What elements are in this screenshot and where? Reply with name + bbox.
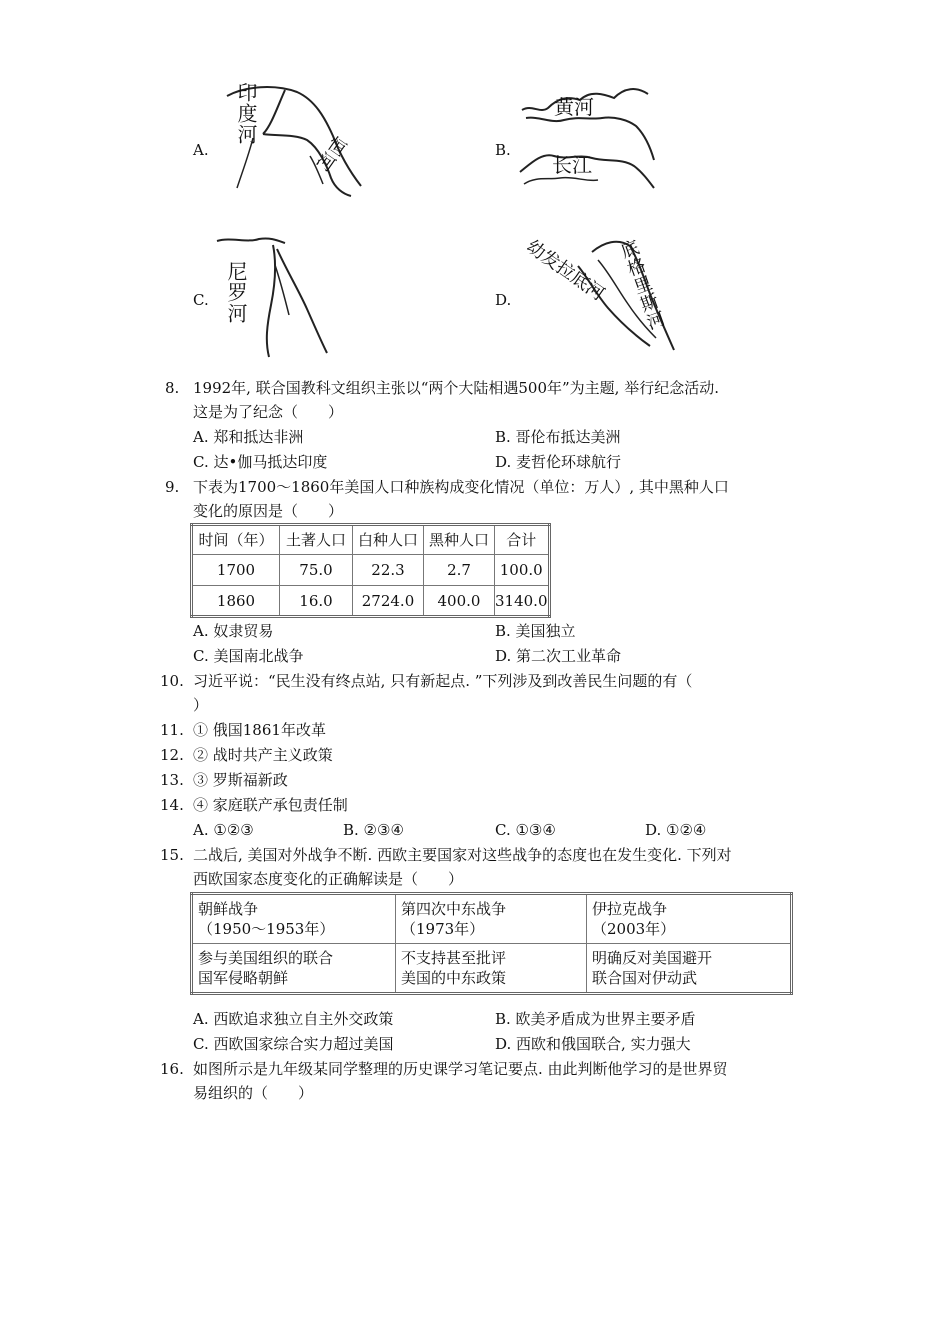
q9-stem-line2: 变化的原因是（ ） [193, 502, 344, 520]
war-name: 朝鲜战争 [198, 900, 259, 918]
table-cell: 2.7 [424, 555, 495, 586]
q15-option-c[interactable]: C. 西欧国家综合实力超过美国 [193, 1035, 394, 1053]
label-yangtze: 长江 [552, 153, 592, 177]
table-cell: 1860 [192, 586, 280, 617]
q10-stem-line1: 习近平说：“民生没有终点站, 只有新起点. ”下列涉及到改善民生问题的有（ [193, 672, 693, 690]
q10-option-b[interactable]: B. ②③④ [343, 821, 404, 839]
map-euphrates-tigris[interactable] [518, 232, 708, 360]
q10-option-d[interactable]: D. ①②④ [645, 821, 707, 839]
table-cell: 400.0 [424, 586, 495, 617]
q8-stem-line1: 1992年, 联合国教科文组织主张以“两个大陆相遇500年”为主题, 举行纪念活动. [193, 379, 719, 397]
q15-stem-line2: 西欧国家态度变化的正确解读是（ ） [193, 870, 464, 888]
attitude-line: 美国的中东政策 [401, 969, 507, 987]
map-yellow-yangtze[interactable] [518, 80, 668, 200]
q8-stem-line2: 这是为了纪念（ ） [193, 403, 344, 421]
table-cell: 22.3 [353, 555, 424, 586]
q16-number: 16. [160, 1060, 184, 1078]
table-cell: 16.0 [280, 586, 353, 617]
war-name: 第四次中东战争 [401, 900, 507, 918]
q10-option-c[interactable]: C. ①③④ [495, 821, 556, 839]
label-tigris: 底格里斯河 [615, 237, 668, 334]
table-row [192, 586, 550, 617]
list-item-number: 11. [160, 721, 184, 739]
table-cell: 75.0 [280, 555, 353, 586]
q15-number: 15. [160, 846, 184, 864]
q9-option-b[interactable]: B. 美国独立 [495, 622, 576, 640]
q16-stem-line2: 易组织的（ ） [193, 1084, 314, 1102]
q15-option-b[interactable]: B. 欧美矛盾成为世界主要矛盾 [495, 1010, 696, 1028]
war-years: （2003年） [592, 920, 676, 938]
q15-stem-line1: 二战后, 美国对外战争不断. 西欧主要国家对这些战争的态度也在发生变化. 下列对 [193, 846, 732, 864]
label-euphrates: 幼发拉底河 [522, 236, 609, 306]
table-cell [192, 894, 396, 944]
q9-number: 9. [165, 478, 180, 496]
label-ganges: 恒河 [310, 131, 350, 175]
q9-option-d[interactable]: D. 第二次工业革命 [495, 647, 622, 665]
table-cell [396, 894, 587, 944]
option-b-letter: B. [495, 141, 511, 159]
q8-option-b[interactable]: B. 哥伦布抵达美洲 [495, 428, 621, 446]
table-header-cell: 土著人口 [280, 525, 353, 555]
population-table [190, 523, 551, 618]
label-nile: 尼罗河 [224, 261, 248, 324]
war-name: 伊拉克战争 [592, 900, 668, 918]
attitude-line: 国军侵略朝鲜 [198, 969, 289, 987]
q9-stem-line1: 下表为1700～1860年美国人口种族构成变化情况（单位：万人）, 其中黑种人口 [193, 478, 729, 496]
map-indus-ganges[interactable] [215, 78, 365, 203]
list-item-number: 12. [160, 746, 184, 764]
table-cell [396, 944, 587, 994]
list-item-number: 13. [160, 771, 184, 789]
label-indus: 印度河 [234, 82, 258, 145]
list-item-number: 14. [160, 796, 184, 814]
q9-option-c[interactable]: C. 美国南北战争 [193, 647, 304, 665]
table-cell [587, 944, 792, 994]
table-header-row [192, 525, 550, 555]
option-d-letter: D. [495, 291, 512, 309]
q9-option-a[interactable]: A. 奴隶贸易 [193, 622, 274, 640]
table-header-cell: 白种人口 [353, 525, 424, 555]
q15-option-a[interactable]: A. 西欧追求独立自主外交政策 [193, 1010, 394, 1028]
list-item: ① 俄国1861年改革 [193, 721, 326, 739]
war-years: （1973年） [401, 920, 485, 938]
table-header-cell: 时间（年） [192, 525, 280, 555]
q15-option-d[interactable]: D. 西欧和俄国联合, 实力强大 [495, 1035, 691, 1053]
attitude-line: 参与美国组织的联合 [198, 949, 334, 967]
table-header-cell: 黑种人口 [424, 525, 495, 555]
q8-option-c[interactable]: C. 达•伽马抵达印度 [193, 453, 328, 471]
wars-table [190, 892, 793, 995]
list-item: ③ 罗斯福新政 [193, 771, 288, 789]
attitude-line: 不支持甚至批评 [401, 949, 507, 967]
label-yellow-river: 黄河 [554, 95, 594, 119]
table-cell [192, 944, 396, 994]
q10-option-a[interactable]: A. ①②③ [193, 821, 254, 839]
q8-option-a[interactable]: A. 郑和抵达非洲 [193, 428, 304, 446]
table-row [192, 555, 550, 586]
q10-number: 10. [160, 672, 184, 690]
option-c-letter: C. [193, 291, 209, 309]
attitude-line: 联合国对伊动武 [592, 969, 698, 987]
table-cell: 3140.0 [495, 586, 550, 617]
q8-option-d[interactable]: D. 麦哲伦环球航行 [495, 453, 622, 471]
attitude-line: 明确反对美国避开 [592, 949, 713, 967]
list-item: ② 战时共产主义政策 [193, 746, 333, 764]
q16-stem-line1: 如图所示是九年级某同学整理的历史课学习笔记要点. 由此判断他学习的是世界贸 [193, 1060, 728, 1078]
table-row [192, 944, 792, 994]
table-cell: 2724.0 [353, 586, 424, 617]
table-cell [587, 894, 792, 944]
table-header-cell: 合计 [495, 525, 550, 555]
list-item: ④ 家庭联产承包责任制 [193, 796, 348, 814]
table-cell: 1700 [192, 555, 280, 586]
q10-stem-line2: ） [193, 696, 209, 714]
map-nile[interactable] [215, 235, 335, 360]
table-cell: 100.0 [495, 555, 550, 586]
table-row [192, 894, 792, 944]
q8-number: 8. [165, 379, 180, 397]
option-a-letter: A. [193, 141, 209, 159]
war-years: （1950～1953年） [198, 920, 335, 938]
